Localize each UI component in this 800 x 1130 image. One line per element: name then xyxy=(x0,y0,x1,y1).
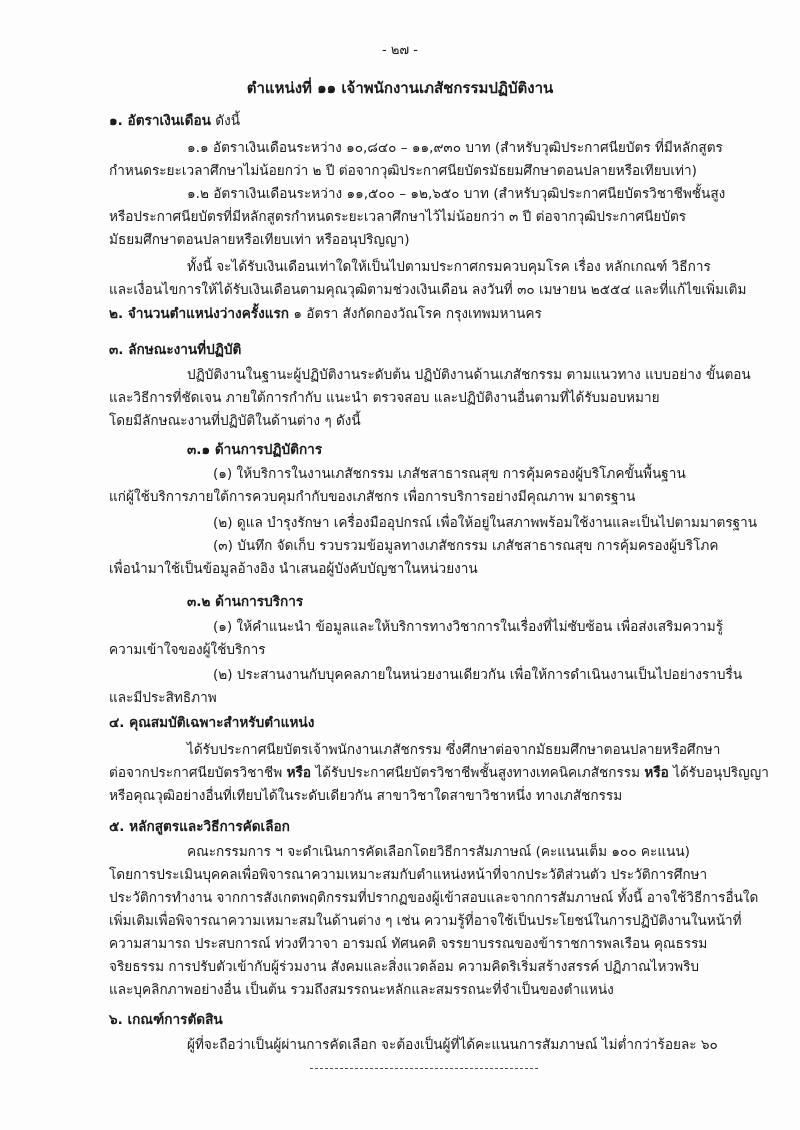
paragraph-line: (๒) ประสานงานกับบุคคลภายในหน่วยงานเดียวกัน เพื่อให้การดำเนินงานเป็นไปอย่างราบรื่น xyxy=(213,667,743,683)
paragraph-line: ความเข้าใจของผู้ใช้บริการ xyxy=(109,642,266,658)
page-number: - ๒๗ - xyxy=(382,43,418,58)
paragraph-line: โดยการประเมินบุคคลเพื่อพิจารณาความเหมาะสมกับตำแหน่งหน้าที่จากประวัติส่วนตัว ประวัติการศึกษา xyxy=(109,867,708,883)
paragraph-line: ๑.๑ อัตราเงินเดือนระหว่าง ๑๐,๘๔๐ – ๑๑,๙๓๐ บาท (สำหรับวุฒิประกาศนียบัตร ที่มีหลักสูตร xyxy=(187,140,723,156)
paragraph-line: และเงื่อนไขการให้ได้รับเงินเดือนตามคุณวุฒิตามช่วงเงินเดือน ลงวันที่ ๓๐ เมษายน ๒๕๕๔ และที่แก้ไขเพิ่มเติม xyxy=(109,282,747,298)
paragraph-line: คณะกรรมการ ฯ จะดำเนินการคัดเลือกโดยวิธีการสัมภาษณ์ (คะแนนเต็ม ๑๐๐ คะแนน) xyxy=(187,844,690,860)
paragraph-line: เพิ่มเติมเพื่อพิจารณาความเหมาะสมในด้านต่าง ๆ เช่น ความรู้ที่อาจใช้เป็นประโยชน์ในการปฏิบัติงานในหน้าที่ xyxy=(109,913,742,929)
paragraph-line: เพื่อนำมาใช้เป็นข้อมูลอ้างอิง นำเสนอผู้บังคับบัญชาในหน่วยงาน xyxy=(109,561,478,577)
paragraph-line: จริยธรรม การปรับตัวเข้ากับผู้ร่วมงาน สังคมและสิ่งแวดล้อม ความคิดริเริ่มสร้างสรรค์ ปฏิภาณไหวพริบ xyxy=(109,959,700,975)
paragraph-line: ๑.๒ อัตราเงินเดือนระหว่าง ๑๑,๕๐๐ – ๑๒,๖๕๐ บาท (สำหรับวุฒิประกาศนียบัตรวิชาชีพชั้นสูง xyxy=(187,186,726,202)
paragraph-line: แก่ผู้ใช้บริการภายใต้การควบคุมกำกับของเภสัชกร เพื่อการบริการอย่างมีคุณภาพ มาตรฐาน xyxy=(109,489,636,505)
paragraph-line: ทั้งนี้ จะได้รับเงินเดือนเท่าใดให้เป็นไปตามประกาศกรมควบคุมโรค เรื่อง หลักเกณฑ์ วิธีการ xyxy=(187,259,711,275)
paragraph-line: (๑) ให้บริการในงานเภสัชกรรม เภสัชสาธารณสุข การคุ้มครองผู้บริโภคขั้นพื้นฐาน xyxy=(213,466,686,482)
paragraph-line: (๒) ดูแล บำรุงรักษา เครื่องมืออุปกรณ์ เพื่อให้อยู่ในสภาพพร้อมใช้งานและเป็นไปตามมาตรฐาน xyxy=(213,515,758,531)
page-title: ตำแหน่งที่ ๑๑ เจ้าพนักงานเภสัชกรรมปฏิบัติงาน xyxy=(246,79,554,97)
paragraph-line-mixed: ต่อจากประกาศนียบัตรวิชาชีพ หรือ ได้รับประกาศนียบัตรวิชาชีพชั้นสูงทางเทคนิคเภสัชกรรม หรือ ได้รับอนุปริญญา xyxy=(109,765,769,781)
section-6-heading: ๖. เกณฑ์การตัดสิน xyxy=(109,1012,223,1028)
paragraph-line: ประวัติการทำงาน จากการสังเกตพฤติกรรมที่ปรากฏของผู้เข้าสอบและจากการสัมภาษณ์ ทั้งนี้ อาจใช้วิธีการอื่นใด xyxy=(109,890,759,906)
end-divider xyxy=(310,1068,538,1069)
paragraph-line: ปฏิบัติงานในฐานะผู้ปฏิบัติงานระดับต้น ปฏิบัติงานด้านเภสัชกรรม ตามแนวทาง แบบอย่าง ขั้นตอน xyxy=(187,367,751,383)
subsection-3-1-heading: ๓.๑ ด้านการปฏิบัติการ xyxy=(187,442,323,458)
section-2-heading: ๒. จำนวนตำแหน่งว่างครั้งแรก ๑ อัตรา สังกัดกองวัณโรค กรุงเทพมหานคร xyxy=(109,306,542,322)
paragraph-line: (๑) ให้คำแนะนำ ข้อมูลและให้บริการทางวิชาการในเรื่องที่ไม่ซับซ้อน เพื่อส่งเสริมความรู้ xyxy=(213,619,724,635)
paragraph-line: ความสามารถ ประสบการณ์ ท่วงทีวาจา อารมณ์ ทัศนคติ จรรยาบรรณของข้าราชการพลเรือน คุณธรรม xyxy=(109,936,708,952)
paragraph-line: มัธยมศึกษาตอนปลายหรือเทียบเท่า หรืออนุปริญญา) xyxy=(109,232,410,248)
subsection-3-2-heading: ๓.๒ ด้านการบริการ xyxy=(187,594,304,610)
paragraph-line: และบุคลิกภาพอย่างอื่น เป็นต้น รวมถึงสมรรถนะหลักและสมรรถนะที่จำเป็นของตำแหน่ง xyxy=(109,982,614,998)
paragraph-line: หรือคุณวุฒิอย่างอื่นที่เทียบได้ในระดับเดียวกัน สาขาวิชาใดสาขาวิชาหนึ่ง ทางเภสัชกรรม xyxy=(109,788,623,804)
paragraph-line: และวิธีการที่ชัดเจน ภายใต้การกำกับ แนะนำ ตรวจสอบ และปฏิบัติงานอื่นตามที่ได้รับมอบหมาย xyxy=(109,390,660,406)
paragraph-line: (๓) บันทึก จัดเก็บ รวบรวมข้อมูลทางเภสัชกรรม เภสัชสาธารณสุข การคุ้มครองผู้บริโภค xyxy=(213,538,719,554)
section-4-heading: ๔. คุณสมบัติเฉพาะสำหรับตำแหน่ง xyxy=(109,715,315,731)
paragraph-line: ได้รับประกาศนียบัตรเจ้าพนักงานเภสัชกรรม ซึ่งศึกษาต่อจากมัธยมศึกษาตอนปลายหรือศึกษา xyxy=(187,742,721,758)
paragraph-line: โดยมีลักษณะงานที่ปฏิบัติในด้านต่าง ๆ ดังนี้ xyxy=(109,413,361,429)
section-5-heading: ๕. หลักสูตรและวิธีการคัดเลือก xyxy=(109,819,290,835)
paragraph-line: ผู้ที่จะถือว่าเป็นผู้ผ่านการคัดเลือก จะต้องเป็นผู้ที่ได้คะแนนการสัมภาษณ์ ไม่ต่ำกว่าร้อยละ ๖๐ xyxy=(187,1037,718,1053)
section-1-heading: ๑. อัตราเงินเดือน ดังนี้ xyxy=(109,113,241,129)
paragraph-line: และมีประสิทธิภาพ xyxy=(109,690,217,706)
paragraph-line: หรือประกาศนียบัตรที่มีหลักสูตรกำหนดระยะเวลาศึกษาไว้ไม่น้อยกว่า ๓ ปี ต่อจากวุฒิประกาศนียบัตร xyxy=(109,209,687,225)
paragraph-line: กำหนดระยะเวลาศึกษาไม่น้อยกว่า ๒ ปี ต่อจากวุฒิประกาศนียบัตรมัธยมศึกษาตอนปลายหรือเทียบเท่า) xyxy=(109,163,697,179)
section-3-heading: ๓. ลักษณะงานที่ปฏิบัติ xyxy=(109,342,242,358)
